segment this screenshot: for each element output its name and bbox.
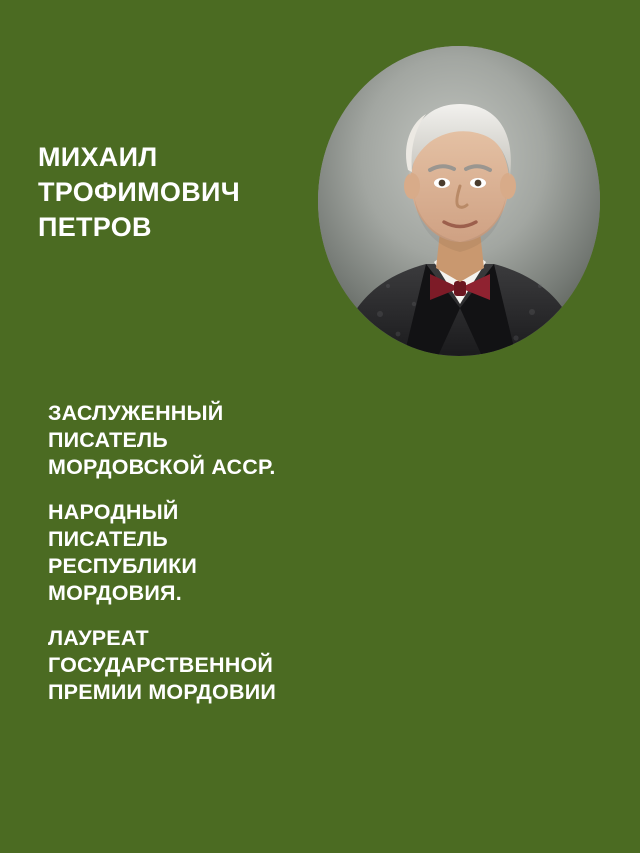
- honours-list: [48, 400, 468, 706]
- honour-item-1: [48, 400, 468, 481]
- honour-3-line-2: ГОСУДАРСТВЕННОЙ: [48, 653, 274, 677]
- person-name: [38, 140, 303, 245]
- honour-1-line-2: ПИСАТЕЛЬ: [48, 428, 168, 452]
- honour-3-line-3: ПРЕМИИ МОРДОВИИ: [48, 680, 277, 704]
- honour-2-line-1: НАРОДНЫЙ: [48, 500, 179, 524]
- name-line-2: ТРОФИМОВИЧ: [38, 177, 240, 207]
- portrait-photo: [318, 46, 600, 356]
- portrait-illustration: [318, 46, 600, 356]
- honour-2-line-4: МОРДОВИЯ.: [48, 581, 182, 605]
- name-line-1: МИХАИЛ: [38, 142, 158, 172]
- honour-item-3: [48, 625, 468, 706]
- honour-1-line-3: МОРДОВСКОЙ АССР.: [48, 455, 276, 479]
- honour-item-2: [48, 499, 468, 607]
- honour-2-line-3: РЕСПУБЛИКИ: [48, 554, 198, 578]
- honour-2-line-2: ПИСАТЕЛЬ: [48, 527, 168, 551]
- honour-1-line-1: ЗАСЛУЖЕННЫЙ: [48, 401, 224, 425]
- name-line-3: ПЕТРОВ: [38, 212, 152, 242]
- honour-3-line-1: ЛАУРЕАТ: [48, 626, 149, 650]
